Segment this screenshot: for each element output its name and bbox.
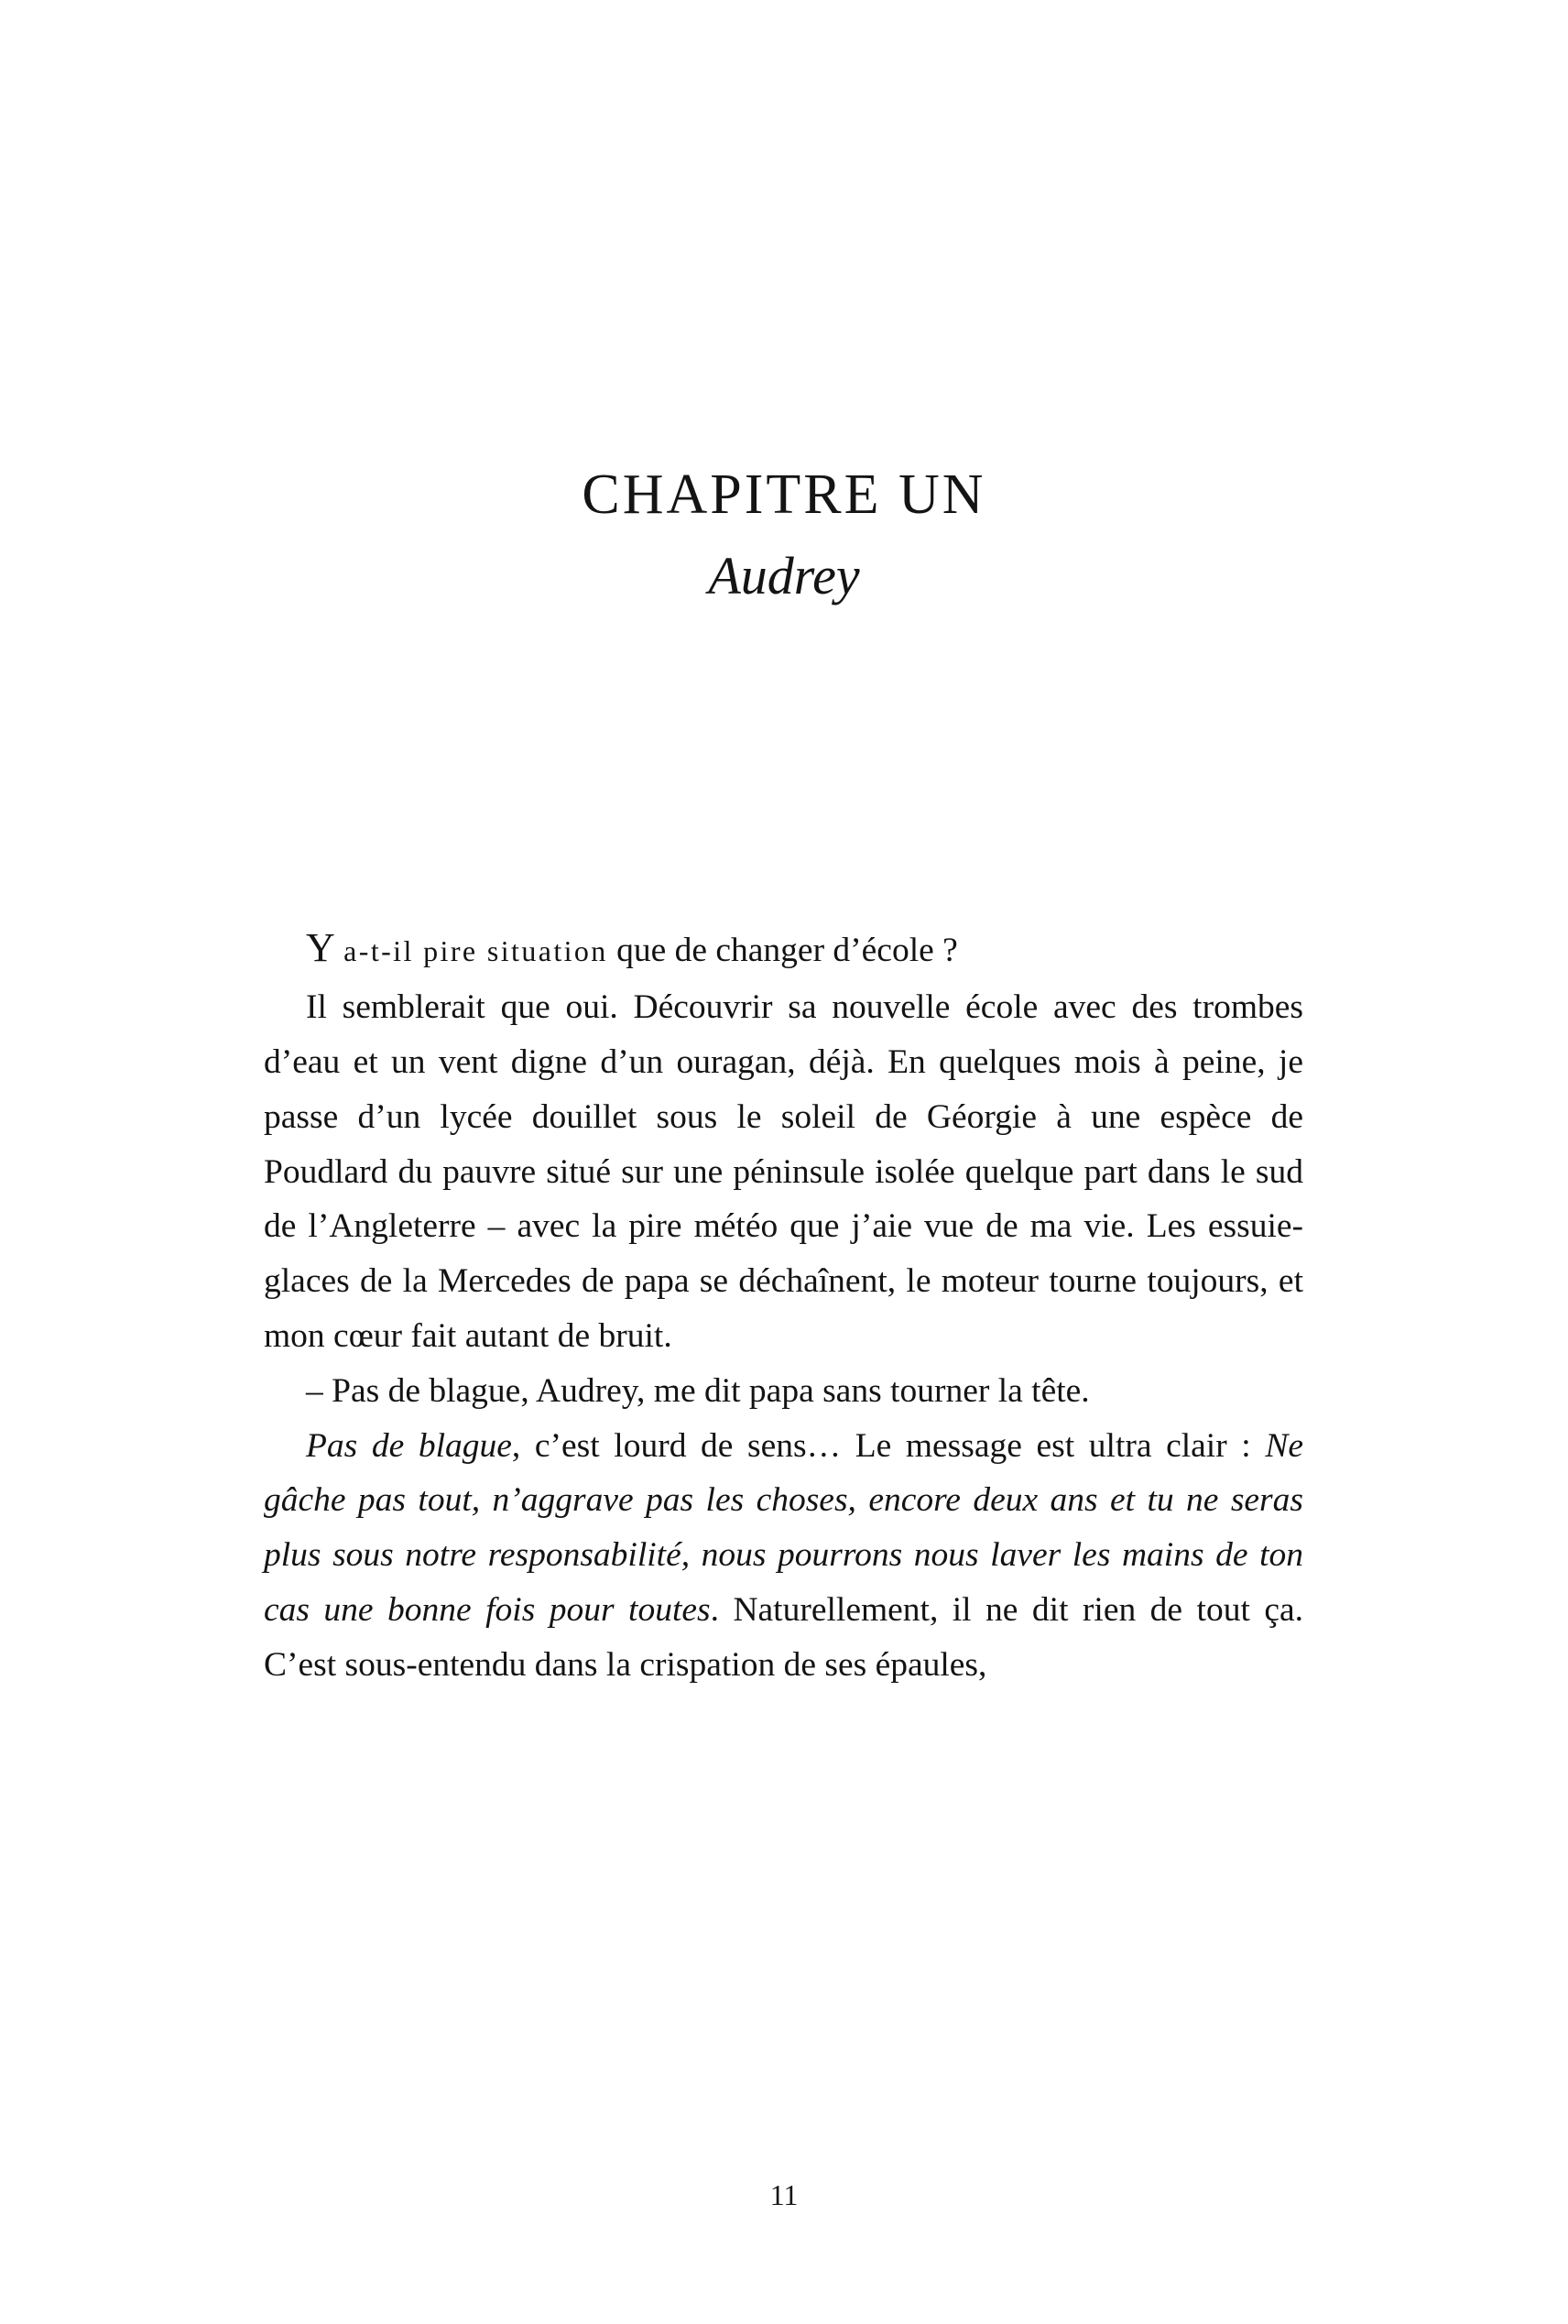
paragraph-1-rest: que de changer d’école ? xyxy=(607,932,958,969)
paragraph-4-tail: . Naturellement, il ne dit rien de tout ça. C’est sous-entendu dans la crispation de ses épaules, xyxy=(264,1591,1303,1684)
paragraph-3-text: – Pas de blague, Audrey, me dit papa sans tourner la tête. xyxy=(306,1371,1090,1410)
page-number: 11 xyxy=(769,2178,799,2211)
paragraph-1 xyxy=(264,916,1303,980)
paragraph-4-mid: , c’est lourd de sens… Le message est ultra clair : xyxy=(511,1426,1266,1465)
paragraph-2-text: Il semblerait que oui. Découvrir sa nouvelle école avec des trombes d’eau et un vent digne d’un ouragan, déjà. En quelques mois à peine, je passe d’un lycée douillet sous le soleil de Géorgie à une espèce de Poudlard du pauvre situé sur une péninsule isolée quelque part dans le sud de l’Angleterre – avec la pire météo que j’aie vue de ma vie. Les essuie-glaces de la Mercedes de papa se déchaînent, le moteur tourne toujours, et mon cœur fait autant de bruit. xyxy=(264,988,1303,1356)
paragraph-1-smallcaps: a-t-il pire situation xyxy=(343,934,608,967)
paragraph-4 xyxy=(264,1419,1303,1693)
paragraph-1-lead-word: Y xyxy=(306,925,335,970)
chapter-title: CHAPITRE UN xyxy=(582,464,986,526)
paragraph-4-italic-open: Pas de blague xyxy=(306,1426,512,1465)
paragraph-4-italic-quote: Ne gâche pas tout, n’aggrave pas les choses, encore deux ans et tu ne seras plus sous notre responsabilité, nous pourrons nous laver les mains de ton cas une bonne fois pour toutes xyxy=(264,1426,1303,1630)
chapter-heading xyxy=(0,465,1568,606)
paragraph-3 xyxy=(264,1364,1303,1419)
chapter-subtitle: Audrey xyxy=(708,546,860,606)
body-text xyxy=(264,916,1303,1693)
paragraph-2 xyxy=(264,980,1303,1364)
